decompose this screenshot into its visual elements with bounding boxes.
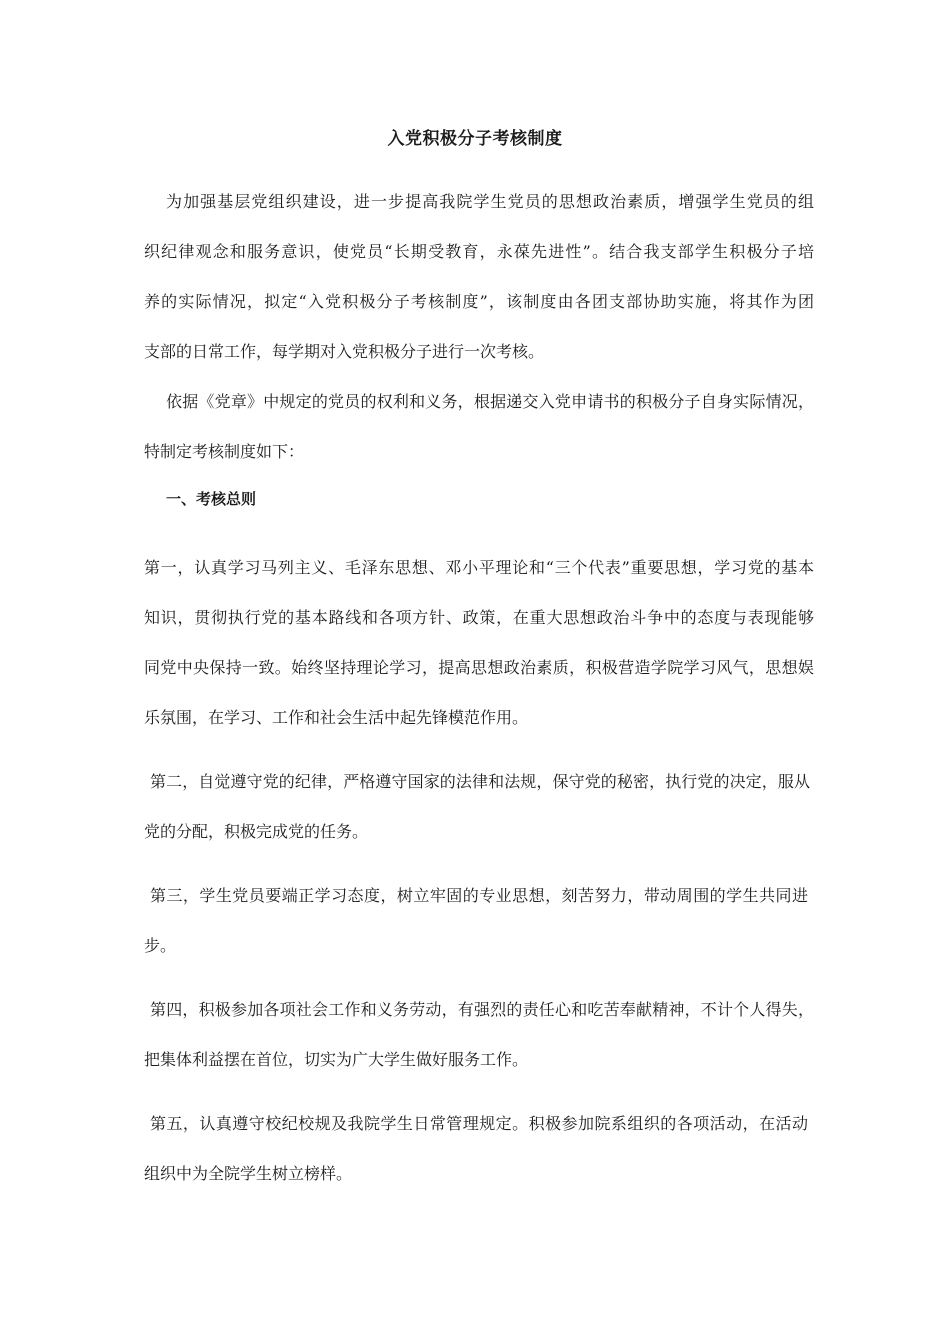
item-line: 第二，自觉遵守党的纪律，严格遵守国家的法律和法规，保守党的秘密，执行党的决定，服从 <box>150 772 810 791</box>
item-line: 第四，积极参加各项社会工作和义务劳动，有强烈的责任心和吃苦奉献精神，不计个人得失， <box>150 1000 814 1019</box>
item-line: 把集体利益摆在首位，切实为广大学生做好服务工作。 <box>144 1050 529 1069</box>
item-line: 知识，贯彻执行党的基本路线和各项方针、政策，在重大思想政治斗争中的态度与表现能够 <box>144 608 814 627</box>
item-line: 同党中央保持一致。始终坚持理论学习，提高思想政治素质，积极营造学院学习风气，思想娱 <box>144 658 814 677</box>
basis-line: 依据《党章》中规定的党员的权利和义务，根据递交入党申请书的积极分子自身实际情况， <box>166 392 814 411</box>
intro-line: 支部的日常工作，每学期对入党积极分子进行一次考核。 <box>144 342 545 361</box>
section-heading: 一、考核总则 <box>166 490 257 508</box>
item-line: 第三，学生党员要端正学习态度，树立牢固的专业思想，刻苦努力，带动周围的学生共同进 <box>150 886 808 905</box>
item-line: 乐氛围，在学习、工作和社会生活中起先锋模范作用。 <box>144 708 529 727</box>
item-line: 步。 <box>144 936 177 955</box>
intro-line: 为加强基层党组织建设，进一步提高我院学生党员的思想政治素质，增强学生党员的组 <box>166 192 814 211</box>
intro-line: 织纪律观念和服务意识，使党员“长期受教育，永葆先进性”。结合我支部学生积极分子培 <box>144 242 814 261</box>
document-title: 入党积极分子考核制度 <box>387 129 563 149</box>
intro-line: 养的实际情况，拟定“入党积极分子考核制度”，该制度由各团支部协助实施，将其作为团 <box>144 292 814 311</box>
item-line: 第一，认真学习马列主义、毛泽东思想、邓小平理论和“三个代表”重要思想，学习党的基本 <box>144 558 814 577</box>
basis-line: 特制定考核制度如下： <box>144 442 305 461</box>
item-line: 第五，认真遵守校纪校规及我院学生日常管理规定。积极参加院系组织的各项活动，在活动 <box>150 1114 808 1133</box>
item-line: 组织中为全院学生树立榜样。 <box>144 1164 353 1183</box>
item-line: 党的分配，积极完成党的任务。 <box>144 822 369 841</box>
